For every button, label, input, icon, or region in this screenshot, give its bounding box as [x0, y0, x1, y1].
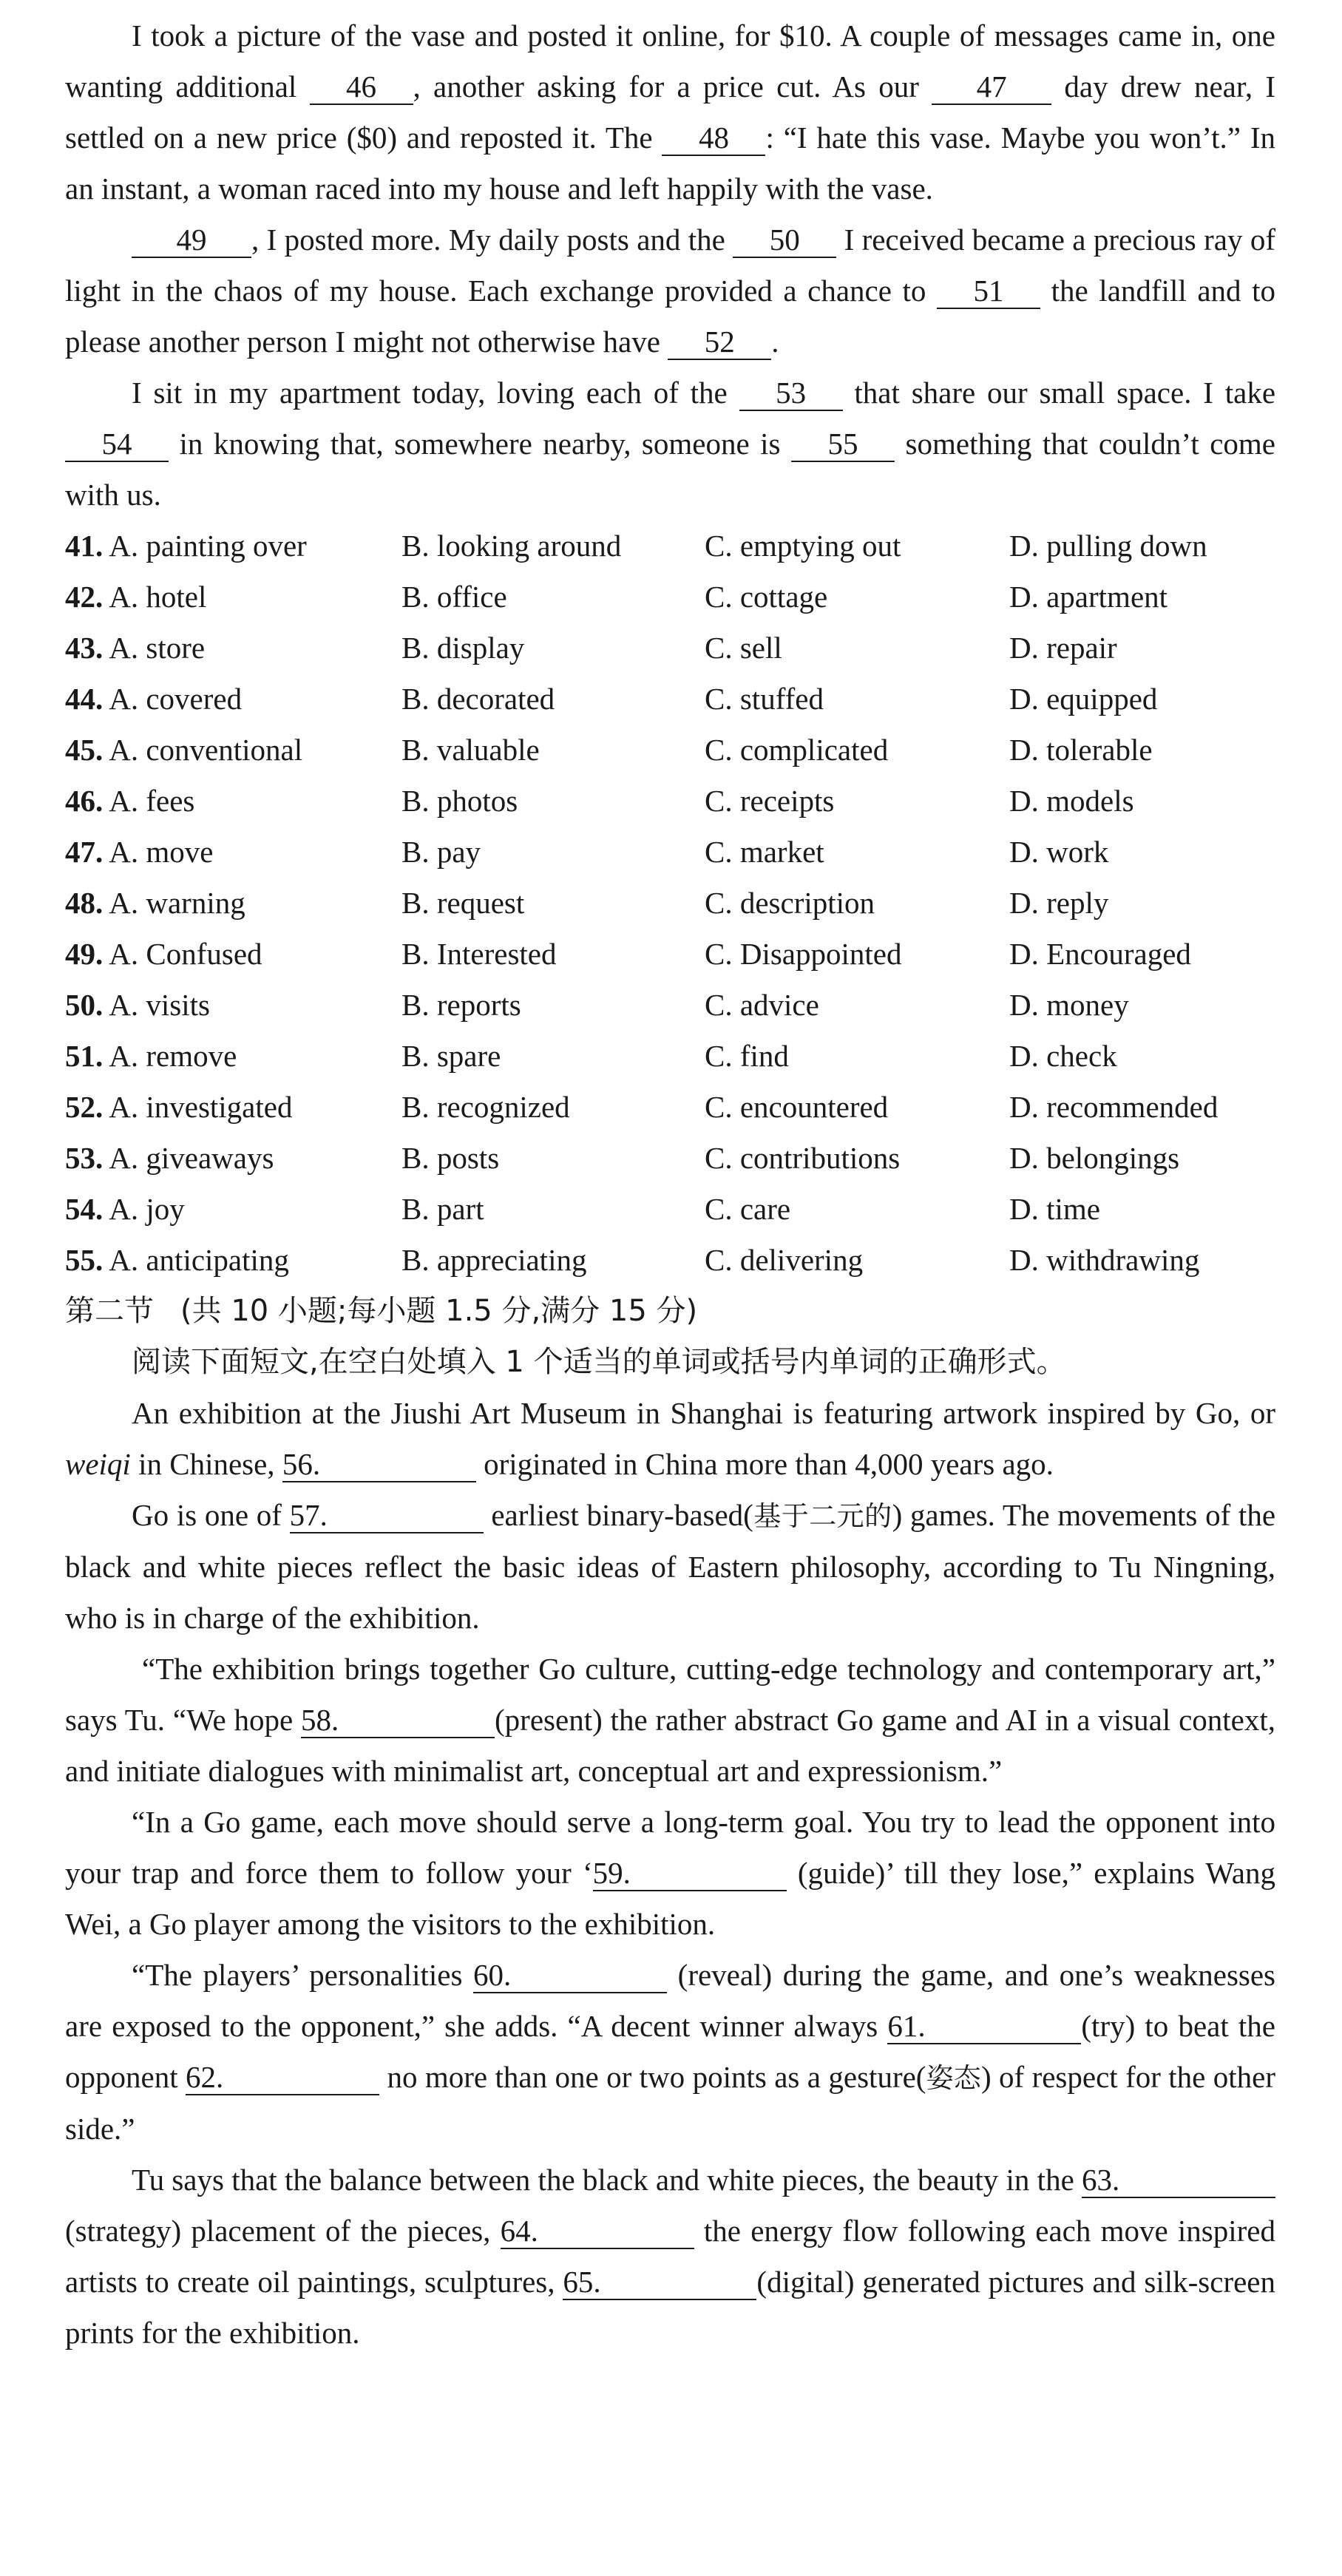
blank-56: 56. — [282, 1447, 476, 1482]
option-a-text: A. investigated — [109, 1090, 293, 1124]
section-scoring: (共 10 小题;每小题 1.5 分,满分 15 分) — [180, 1294, 698, 1328]
option-row — [65, 776, 1275, 827]
option-row — [65, 1133, 1275, 1184]
option-a — [65, 725, 401, 776]
text: : “I hate this vase. Maybe you won’t.” In an instant, a woman raced into my house and left happily with the vase. — [65, 121, 1276, 206]
option-d: D. apartment — [1009, 580, 1168, 614]
question-number: 48. — [65, 886, 104, 920]
text: , another asking for a price cut. As our — [413, 70, 919, 104]
option-a-text: A. giveaways — [109, 1141, 274, 1175]
option-a — [65, 1031, 401, 1082]
section-heading: 第二节 — [65, 1294, 154, 1328]
option-b: B. appreciating — [401, 1243, 587, 1277]
option-d: D. Encouraged — [1009, 937, 1191, 971]
text: I received became a precious ray of light in the chaos of my house. Each exchange provided a chance to — [65, 223, 1275, 308]
question-number: 49. — [65, 937, 104, 971]
blank-46: 46 — [310, 70, 413, 105]
option-a — [65, 878, 401, 929]
option-a-text: A. remove — [109, 1039, 237, 1073]
option-d: D. work — [1009, 835, 1109, 869]
option-a-text: A. Confused — [109, 937, 262, 971]
option-row — [65, 980, 1275, 1031]
option-a-text: A. fees — [109, 784, 195, 818]
option-d: D. money — [1009, 988, 1129, 1022]
option-a-text: A. store — [109, 631, 206, 665]
question-number: 43. — [65, 631, 104, 665]
text: (present) the rather abstract Go game and AI in a visual context, and initiate dialogues with minimalist art, conceptual art and expressionism.” — [65, 1703, 1275, 1788]
blank-52: 52 — [668, 325, 771, 360]
option-c: C. sell — [705, 631, 782, 665]
question-number: 41. — [65, 529, 104, 563]
passage2-paragraph-2 — [65, 1490, 1275, 1644]
text: something that couldn’t come with us. — [65, 427, 1276, 512]
option-a — [65, 674, 401, 725]
text: ) of respect for the other side.” — [65, 2060, 1276, 2146]
option-a — [65, 572, 401, 623]
text: in knowing that, somewhere nearby, someone is — [179, 427, 781, 461]
text: in Chinese, — [138, 1447, 275, 1481]
blank-58: 58. — [301, 1703, 495, 1738]
text: no more than one or two points as a gesture( — [387, 2060, 926, 2094]
option-d: D. models — [1009, 784, 1134, 818]
blank-57: 57. — [290, 1498, 484, 1533]
question-number: 44. — [65, 682, 104, 716]
option-a-text: A. conventional — [109, 733, 303, 767]
question-number: 51. — [65, 1039, 104, 1073]
option-c: C. stuffed — [705, 682, 824, 716]
option-c: C. find — [705, 1039, 789, 1073]
option-c: C. emptying out — [705, 529, 901, 563]
option-d: D. withdrawing — [1009, 1243, 1200, 1277]
passage1-paragraph-2 — [65, 214, 1275, 367]
text: Tu says that the balance between the black and white pieces, the beauty in the — [132, 2163, 1074, 2197]
text: “In a Go game, each move should serve a long-term goal. You try to lead the opponent into your trap and force them to follow your ‘ — [65, 1805, 1275, 1890]
blank-53: 53 — [739, 376, 843, 411]
text: earliest binary-based( — [491, 1498, 753, 1532]
option-a — [65, 521, 401, 572]
option-d: D. recommended — [1009, 1090, 1219, 1124]
text: . — [771, 325, 779, 359]
option-b: B. looking around — [401, 529, 622, 563]
option-row — [65, 623, 1275, 674]
option-c: C. delivering — [705, 1243, 864, 1277]
blank-61: 61. — [887, 2009, 1081, 2044]
option-b: B. decorated — [401, 682, 555, 716]
option-a-text: A. anticipating — [109, 1243, 289, 1277]
option-row — [65, 1235, 1275, 1286]
option-row — [65, 572, 1275, 623]
option-b: B. Interested — [401, 937, 557, 971]
italic-term: weiqi — [65, 1447, 131, 1481]
text: (digital) generated pictures and silk-screen prints for the exhibition. — [65, 2265, 1276, 2350]
option-a-text: A. joy — [109, 1192, 185, 1226]
question-number: 46. — [65, 784, 104, 818]
text: I sit in my apartment today, loving each of the — [132, 376, 728, 410]
blank-59: 59. — [593, 1856, 787, 1891]
option-a — [65, 929, 401, 980]
question-number: 54. — [65, 1192, 104, 1226]
blank-64: 64. — [501, 2214, 694, 2249]
chinese-gloss: 姿态 — [926, 2062, 981, 2094]
question-number: 55. — [65, 1243, 104, 1277]
text: (reveal) during the game, and one’s weaknesses are exposed to the opponent,” she adds. “A decent winner always — [65, 1958, 1276, 2043]
option-b: B. reports — [401, 988, 521, 1022]
text: ) games. The movements of the black and white pieces reflect the basic ideas of Eastern philosophy, according to Tu Ningning, who is in charge of the exhibition. — [65, 1498, 1276, 1635]
option-d: D. time — [1009, 1192, 1100, 1226]
passage2-paragraph-5 — [65, 1950, 1275, 2155]
question-number: 45. — [65, 733, 104, 767]
question-number: 42. — [65, 580, 104, 614]
option-row — [65, 674, 1275, 725]
text: day drew near, I settled on a new price ($0) and reposted it. The — [65, 70, 1275, 155]
text: the landfill and to please another person I might not otherwise have — [65, 274, 1275, 359]
text: , I posted more. My daily posts and the — [251, 223, 725, 257]
text: An exhibition at the Jiushi Art Museum in Shanghai is featuring artwork inspired by Go, or — [132, 1396, 1275, 1430]
option-c: C. encountered — [705, 1090, 889, 1124]
passage1-paragraph-3 — [65, 367, 1275, 521]
option-d: D. check — [1009, 1039, 1117, 1073]
option-a — [65, 1184, 401, 1235]
option-b: B. part — [401, 1192, 484, 1226]
section-title — [65, 1286, 1275, 1337]
option-c: C. Disappointed — [705, 937, 902, 971]
option-c: C. advice — [705, 988, 819, 1022]
option-c: C. cottage — [705, 580, 828, 614]
option-b: B. office — [401, 580, 507, 614]
option-row — [65, 1184, 1275, 1235]
blank-55: 55 — [791, 427, 895, 462]
option-row — [65, 521, 1275, 572]
option-c: C. contributions — [705, 1141, 901, 1175]
answer-options — [65, 521, 1275, 1286]
option-a-text: A. painting over — [109, 529, 307, 563]
text: (try) to beat the opponent — [65, 2009, 1275, 2094]
blank-63: 63. — [1082, 2163, 1275, 2198]
text: Go is one of — [132, 1498, 282, 1532]
option-b: B. posts — [401, 1141, 500, 1175]
option-c: C. market — [705, 835, 824, 869]
option-row — [65, 929, 1275, 980]
text: I took a picture of the vase and posted it online, for $10. A couple of messages came in, one wanting additional — [65, 18, 1275, 104]
blank-50: 50 — [733, 223, 836, 258]
option-b: B. pay — [401, 835, 481, 869]
question-number: 50. — [65, 988, 104, 1022]
option-a-text: A. warning — [109, 886, 245, 920]
option-b: B. recognized — [401, 1090, 570, 1124]
question-number: 52. — [65, 1090, 104, 1124]
option-a — [65, 1082, 401, 1133]
option-row — [65, 725, 1275, 776]
section-instruction: 阅读下面短文,在空白处填入 1 个适当的单词或括号内单词的正确形式。 — [132, 1345, 1066, 1379]
option-row — [65, 827, 1275, 878]
option-d: D. tolerable — [1009, 733, 1153, 767]
option-a — [65, 776, 401, 827]
option-a-text: A. visits — [109, 988, 210, 1022]
option-d: D. repair — [1009, 631, 1117, 665]
blank-65: 65. — [563, 2265, 756, 2300]
option-c: C. care — [705, 1192, 791, 1226]
passage2-paragraph-1 — [65, 1388, 1275, 1490]
option-a — [65, 980, 401, 1031]
option-row — [65, 1082, 1275, 1133]
option-b: B. spare — [401, 1039, 501, 1073]
passage2-paragraph-6 — [65, 2155, 1275, 2359]
option-b: B. valuable — [401, 733, 540, 767]
option-a — [65, 1133, 401, 1184]
option-c: C. receipts — [705, 784, 835, 818]
text: that share our small space. I take — [854, 376, 1276, 410]
chinese-gloss: 基于二元的 — [753, 1500, 892, 1532]
option-a-text: A. covered — [109, 682, 243, 716]
passage1-paragraph-1 — [65, 10, 1275, 214]
text: originated in China more than 4,000 years ago. — [484, 1447, 1054, 1481]
option-row — [65, 878, 1275, 929]
passage2-paragraph-3 — [65, 1644, 1275, 1797]
option-b: B. request — [401, 886, 525, 920]
option-d: D. pulling down — [1009, 529, 1207, 563]
blank-51: 51 — [937, 274, 1040, 309]
option-a-text: A. move — [109, 835, 214, 869]
option-c: C. description — [705, 886, 875, 920]
option-b: B. photos — [401, 784, 518, 818]
option-row — [65, 1031, 1275, 1082]
text: “The players’ personalities — [132, 1958, 463, 1992]
option-a — [65, 1235, 401, 1286]
text: the energy flow following each move inspired artists to create oil paintings, sculptures, — [65, 2214, 1275, 2299]
option-a-text: A. hotel — [109, 580, 207, 614]
blank-54: 54 — [65, 427, 169, 462]
blank-48: 48 — [662, 121, 765, 156]
option-c: C. complicated — [705, 733, 889, 767]
blank-62: 62. — [186, 2060, 379, 2095]
text: (guide)’ till they lose,” explains Wang Wei, a Go player among the visitors to the exhibition. — [65, 1856, 1275, 1941]
text: (strategy) placement of the pieces, — [65, 2214, 491, 2248]
question-number: 53. — [65, 1141, 104, 1175]
blank-47: 47 — [932, 70, 1051, 105]
option-a — [65, 623, 401, 674]
option-d: D. equipped — [1009, 682, 1158, 716]
passage2-paragraph-4 — [65, 1797, 1275, 1950]
blank-60: 60. — [473, 1958, 667, 1993]
option-d: D. belongings — [1009, 1141, 1180, 1175]
option-a — [65, 827, 401, 878]
blank-49: 49 — [132, 223, 251, 258]
text: “The exhibition brings together Go culture, cutting-edge technology and contemporary art,” says Tu. “We hope — [65, 1652, 1275, 1737]
option-d: D. reply — [1009, 886, 1109, 920]
option-b: B. display — [401, 631, 525, 665]
question-number: 47. — [65, 835, 104, 869]
